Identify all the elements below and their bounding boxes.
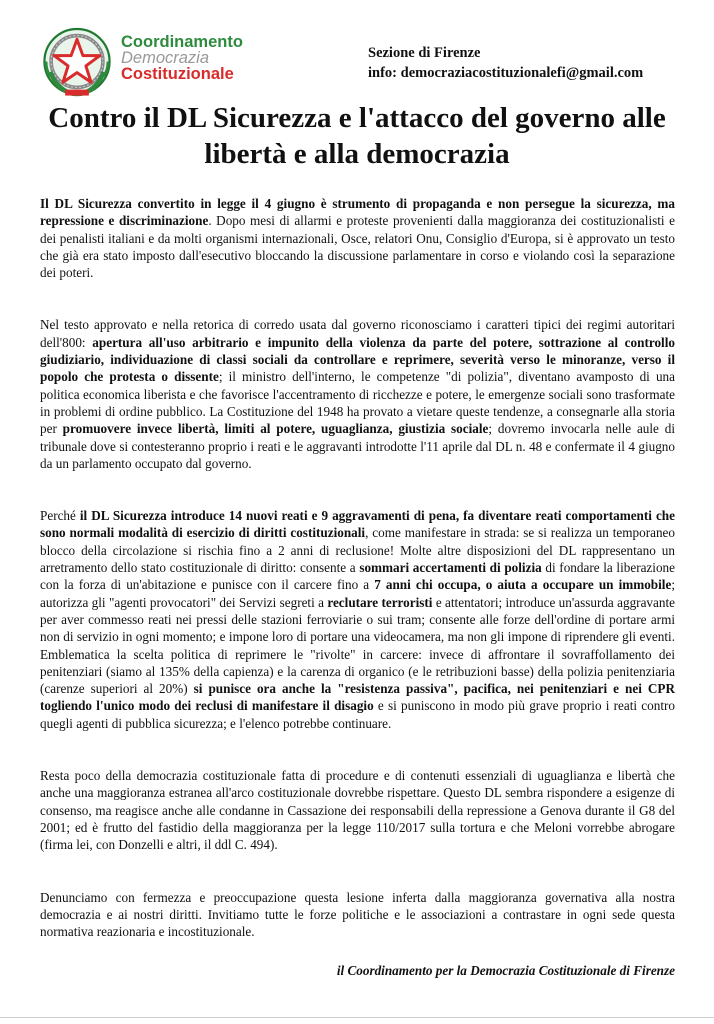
paragraph-2-text: Nel testo approvato e nella retorica di corredo usata dal governo riconosciamo i caratteri tipici dei regimi autoritari dell'800: <box>40 317 675 350</box>
paragraph-3-text: il DL Sicurezza introduce 14 nuovi reati e 9 aggravamenti di pena, fa diventare reati comportamenti che sono normali modalità di esercizio di diritti costituzionali <box>40 508 675 541</box>
paragraph-3-text: Perché <box>40 508 80 524</box>
paragraph-2 <box>40 316 675 472</box>
italian-republic-emblem-logo <box>40 26 114 100</box>
paragraph-2-text: ; dovremo invocarla nelle aule di tribunale dove si contesteranno proprio i reati e le aggravanti introdotte l'11 aprile dal DL n. 48 e confermate il 4 giugno da un parlamento occupato dal governo. <box>40 421 675 471</box>
paragraph-3-text: e si puniscono in modo più grave proprio i reati contro quegli agenti di pubblica sicurezza; e l'elenco potrebbe continuare. <box>40 698 675 731</box>
contact-email: info: democraziacostituzionalefi@gmail.com <box>368 65 644 81</box>
paragraph-5-text: Denunciamo con fermezza e preoccupazione questa lesione inferta dalla maggioranza governativa alla nostra democrazia e ai nostri diritti. Invitiamo tutte le forze politiche e le associazioni a contrastare in ogni sede questa normativa reazionaria e incostituzionale. <box>40 889 675 940</box>
paragraph-1-text: Il DL Sicurezza convertito in legge il 4 giugno è strumento di propaganda e non persegue la sicurezza, ma repressione e discriminazione <box>40 196 675 229</box>
paragraph-2-text: promuovere invece libertà, limiti al potere, uguaglianza, giustizia sociale <box>62 421 489 437</box>
bottom-divider <box>0 1017 714 1018</box>
page-title: Contro il DL Sicurezza e l'attacco del governo alle libertà e alla democrazia <box>48 102 666 170</box>
brand-line-2: Democrazia <box>121 49 210 67</box>
paragraph-3-text: si punisce ora anche la "resistenza passiva", pacifica, nei penitenziari e nei CPR togliendo l'unico modo dei reclusi di manifestare il disagio <box>40 681 675 714</box>
paragraph-1 <box>40 195 675 281</box>
section-name: Sezione di Firenze <box>368 45 481 61</box>
paragraph-3-text: sommari accertamenti di polizia <box>359 560 542 576</box>
signature: il Coordinamento per la Democrazia Costituzionale di Firenze <box>336 963 675 978</box>
document-body <box>40 195 675 940</box>
paragraph-3-text: 7 anni chi occupa, o aiuta a occupare un immobile <box>374 577 672 593</box>
paragraph-3-text: e attentatori; introduce un'assurda aggravante per aver commesso reati nei pressi delle stazioni ferroviarie o sui tram; consente alle forze dell'ordine di portare armi non di servizio in ogni momento; e impone loro di portare una videocamera, ma non gli impone di riprendere gli eventi. Emblematica la scelta politica di reprimere le "rivolte" in carcere: invece di affrontare il sovraffollamento dei penitenziari (siamo al 135% della capienza) e la carenza di organico (e le retribuzioni basse) della polizia penitenziaria (carenze superiori al 20%) <box>40 594 675 697</box>
section-info <box>368 43 643 83</box>
brand-line-1: Coordinamento <box>121 33 243 51</box>
paragraph-1-text: . Dopo mesi di allarmi e proteste provenienti dalla maggioranza dei costituzionalisti e dei penalisti italiani e da molti organismi internazionali, Osce, relatori Onu, Consiglio d'Europa, si è approvato un testo che già era stato imposto dall'esecutivo bloccando la discussione parlamentare in corso e violando così la separazione dei poteri. <box>40 213 675 281</box>
paragraph-4-text: Resta poco della democrazia costituzionale fatta di procedure e di contenuti essenziali di uguaglianza e libertà che anche una maggioranza estranea all'arco costituzionale dovrebbe rispettare. Questo DL sembra rispondere a esigenze di consenso, ma reagisce anche alle condanne in Cassazione dei responsabili della repressione a Genova durante il G8 del 2001; ed è frutto del fastidio della maggioranza per la legge 110/2017 sulla tortura e che Meloni vorrebbe abrogare (firma lei, con Donzelli e altri, il ddl C. 494). <box>40 768 675 853</box>
paragraph-2-text: ; il ministro dell'interno, le competenze "di polizia", diventano avamposto di una politica economica liberista e che favorisce l'accentramento di ricchezze e potere, le emergenze sociali sono trasformate in problemi di ordine pubblico. La Costituzione del 1948 ha provato a vietare queste tendenze, a consegnarle alla storia per <box>40 369 675 437</box>
paragraph-3-text: ; autorizza gli "agenti provocatori" dei Servizi segreti a <box>40 577 675 610</box>
paragraph-5 <box>40 889 675 941</box>
paragraph-4 <box>40 767 675 853</box>
paragraph-3-text: di fondare la liberazione con la forza di un'abitazione e punisce con il carcere fino a <box>40 560 675 593</box>
paragraph-3 <box>40 507 675 732</box>
paragraph-3-text: , come manifestare in strada: se si realizza un temporaneo blocco della circolazione si rischia fino a 2 anni di reclusione! Molte altre disposizioni del DL rappresentano un arretramento dello stato costituzionale di diritto: consente a <box>40 525 675 576</box>
brand-name <box>121 34 281 82</box>
brand-line-3: Costituzionale <box>121 65 234 83</box>
paragraph-3-text: reclutare terroristi <box>327 594 433 610</box>
paragraph-2-text: apertura all'uso arbitrario e impunito della violenza da parte del potere, sottrazione al controllo giudiziario, individuazione di classi sociali da controllare e reprimere, severità verso le minoranze, verso il popolo che protesta o dissente <box>40 334 675 385</box>
